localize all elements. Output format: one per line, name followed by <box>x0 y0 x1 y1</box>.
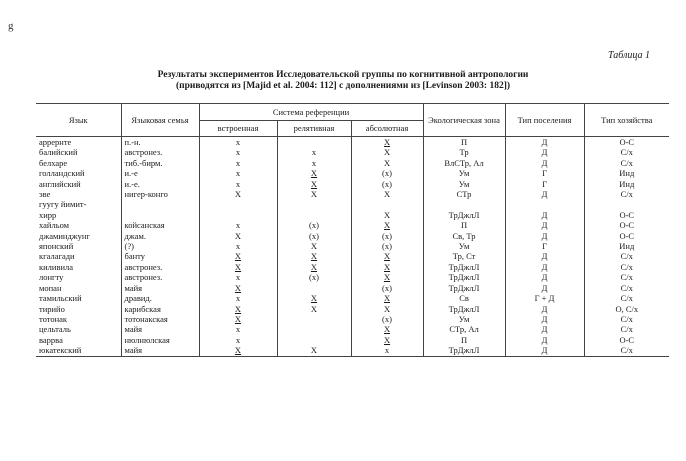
cell-eco-zone: Тр, Ст <box>423 251 505 261</box>
cell-family: и.-е <box>121 168 199 178</box>
cell-relative: X <box>277 241 351 251</box>
cell-absolute: X <box>351 293 423 303</box>
cell-intrinsic: x <box>199 137 277 148</box>
cell-absolute: (x) <box>351 168 423 178</box>
cell-absolute: X <box>351 220 423 230</box>
cell-family <box>121 199 199 209</box>
cell-economy: С/х <box>620 261 633 272</box>
table-title-line-2: (приводятся из [Majid et al. 2004: 112] с дополнениями из [Levinson 2003: 182]) <box>175 81 511 91</box>
cell-absolute: X <box>351 251 423 261</box>
cell-absolute: X <box>351 272 423 282</box>
cell-settlement: Д <box>505 137 584 148</box>
cell-intrinsic: x <box>199 168 277 178</box>
cell-absolute: (x) <box>351 283 423 293</box>
cell-eco-zone: ТрДжлЛ <box>423 304 505 314</box>
cell-absolute: X <box>351 262 423 272</box>
cell-settlement: Д <box>505 231 584 241</box>
cell-intrinsic: x <box>199 293 277 303</box>
cell-family: майя <box>121 345 199 356</box>
cell-settlement: Д <box>505 324 584 334</box>
cell-family: дравид. <box>121 293 199 303</box>
cell-absolute: (x) <box>351 241 423 251</box>
cell-economy: Инд <box>619 178 635 189</box>
cell-relative: (x) <box>277 272 351 282</box>
cell-language: мопан <box>36 283 121 293</box>
cell-intrinsic: x <box>199 272 277 282</box>
cell-family: тотонакская <box>121 314 199 324</box>
cell-language: белхаре <box>36 158 121 168</box>
table-title <box>0 70 686 92</box>
cell-eco-zone: ТрДжлЛ <box>423 272 505 282</box>
cell-settlement: Д <box>505 283 584 293</box>
cell-family: тиб.-бирм. <box>121 158 199 168</box>
cell-family: койсанская <box>121 220 199 230</box>
table-row <box>36 293 669 303</box>
cell-intrinsic: x <box>199 220 277 230</box>
cell-eco-zone: ВлСТр, Ал <box>423 158 505 168</box>
cell-settlement: Г <box>505 179 584 189</box>
cell-eco-zone: ТрДжлЛ <box>423 345 505 356</box>
cell-language: хирр <box>36 210 121 220</box>
cell-settlement: Д <box>505 251 584 261</box>
cell-relative: X <box>277 179 351 189</box>
cell-economy: О-С <box>619 334 635 345</box>
cell-intrinsic: X <box>199 262 277 272</box>
cell-intrinsic: X <box>199 314 277 324</box>
cell-absolute: X <box>351 304 423 314</box>
cell-settlement: Д <box>505 220 584 230</box>
cell-absolute: X <box>351 210 423 220</box>
cell-language: варрва <box>36 335 121 345</box>
cell-relative: x <box>277 158 351 168</box>
header-eco-zone: Экологическая зона <box>423 104 505 137</box>
cell-language: лонгту <box>36 272 121 282</box>
table-row <box>36 241 669 251</box>
cell-settlement: Д <box>505 210 584 220</box>
cell-relative <box>277 335 351 345</box>
cell-language: тирийо <box>36 304 121 314</box>
cell-economy: О-С <box>619 209 635 220</box>
header-intrinsic: встроенная <box>199 121 277 137</box>
cell-economy: С/х <box>620 282 633 293</box>
cell-settlement: Д <box>505 189 584 199</box>
cell-economy: О-С <box>619 137 635 147</box>
cell-settlement: Д <box>505 272 584 282</box>
cell-eco-zone: СТр, Ал <box>423 324 505 334</box>
cell-intrinsic: X <box>199 231 277 241</box>
table-row <box>36 272 669 282</box>
table-row <box>36 345 669 356</box>
table-row <box>36 210 669 220</box>
cell-intrinsic: X <box>199 251 277 261</box>
cell-absolute: (x) <box>351 314 423 324</box>
cell-economy: С/х <box>620 272 633 283</box>
cell-settlement: Д <box>505 314 584 324</box>
cell-language: кгалагади <box>36 251 121 261</box>
table-row <box>36 179 669 189</box>
cell-eco-zone: Ум <box>423 168 505 178</box>
cell-intrinsic: X <box>199 345 277 356</box>
cell-relative: X <box>277 304 351 314</box>
cell-economy: Инд <box>619 241 635 252</box>
table-row <box>36 231 669 241</box>
cell-absolute: x <box>351 345 423 356</box>
cell-economy: С/х <box>620 313 633 324</box>
cell-relative: X <box>277 189 351 199</box>
cell-economy: О-С <box>619 230 635 241</box>
cell-language: эве <box>36 189 121 199</box>
cell-economy: О-С <box>619 220 635 231</box>
cell-relative: (x) <box>277 231 351 241</box>
cell-relative <box>277 137 351 148</box>
cell-economy: С/х <box>620 189 633 200</box>
cell-absolute: (x) <box>351 179 423 189</box>
cell-economy <box>584 199 669 209</box>
cell-eco-zone: ТрДжлЛ <box>423 262 505 272</box>
table-row <box>36 314 669 324</box>
cell-absolute: X <box>351 324 423 334</box>
cell-language: хайльом <box>36 220 121 230</box>
cell-absolute: X <box>351 335 423 345</box>
cell-absolute: X <box>351 137 423 148</box>
cell-settlement: Г <box>505 241 584 251</box>
results-table <box>36 103 669 357</box>
cell-relative <box>277 199 351 209</box>
table-row <box>36 262 669 272</box>
cell-intrinsic <box>199 210 277 220</box>
cell-family: майя <box>121 283 199 293</box>
cell-economy: С/х <box>620 157 633 168</box>
table-row <box>36 137 669 148</box>
cell-relative: X <box>277 262 351 272</box>
cell-eco-zone: ТрДжлЛ <box>423 283 505 293</box>
header-economy: Тип хозяйства <box>584 104 669 137</box>
cell-settlement: Д <box>505 335 584 345</box>
table-row <box>36 220 669 230</box>
cell-language: юкатекский <box>36 345 121 356</box>
table-row <box>36 199 669 209</box>
cell-family: австронез. <box>121 147 199 157</box>
cell-absolute: (x) <box>351 231 423 241</box>
cell-eco-zone: Св <box>423 293 505 303</box>
table-row <box>36 147 669 157</box>
cell-language: голландский <box>36 168 121 178</box>
cell-economy: С/х <box>620 293 633 304</box>
cell-family: майя <box>121 324 199 334</box>
cell-absolute: X <box>351 147 423 157</box>
cell-economy: С/х <box>620 147 633 158</box>
cell-family <box>121 210 199 220</box>
table-row <box>36 158 669 168</box>
cell-intrinsic <box>199 199 277 209</box>
cell-relative <box>277 210 351 220</box>
cell-settlement: Д <box>505 304 584 314</box>
cell-family: п.-н. <box>121 137 199 148</box>
header-family: Языковая семья <box>121 104 199 137</box>
cell-intrinsic: x <box>199 158 277 168</box>
cell-language: балийский <box>36 147 121 157</box>
table-label: Таблица 1 <box>608 50 650 61</box>
page-corner-mark: g <box>8 20 14 32</box>
cell-settlement: Д <box>505 147 584 157</box>
table-row <box>36 168 669 178</box>
table-header <box>36 104 669 137</box>
cell-settlement: Г + Д <box>505 293 584 303</box>
cell-absolute: X <box>351 189 423 199</box>
cell-eco-zone: СТр <box>423 189 505 199</box>
cell-relative: x <box>277 147 351 157</box>
cell-settlement: Д <box>505 345 584 356</box>
cell-relative: X <box>277 251 351 261</box>
cell-eco-zone: П <box>423 335 505 345</box>
table-row <box>36 251 669 261</box>
cell-relative: X <box>277 345 351 356</box>
cell-family: и.-е. <box>121 179 199 189</box>
cell-family: австронез. <box>121 262 199 272</box>
cell-intrinsic: X <box>199 283 277 293</box>
cell-eco-zone: П <box>423 137 505 148</box>
cell-family: нюлнюлская <box>121 335 199 345</box>
cell-economy: С/х <box>620 324 633 335</box>
cell-economy: О, С/х <box>615 303 639 314</box>
header-relative: релятивная <box>277 121 351 137</box>
table-body <box>36 137 669 357</box>
cell-intrinsic: x <box>199 324 277 334</box>
cell-relative: X <box>277 168 351 178</box>
header-reference-system: Система референции <box>199 104 423 121</box>
cell-language: тотонак <box>36 314 121 324</box>
cell-settlement: Г <box>505 168 584 178</box>
cell-language: тамильский <box>36 293 121 303</box>
cell-relative <box>277 283 351 293</box>
cell-language: киливила <box>36 262 121 272</box>
cell-eco-zone <box>423 199 505 209</box>
cell-economy: С/х <box>584 345 669 356</box>
cell-absolute <box>351 199 423 209</box>
cell-language: английский <box>36 179 121 189</box>
cell-family: джам. <box>121 231 199 241</box>
cell-eco-zone: Тр <box>423 147 505 157</box>
header-absolute: абсолютная <box>351 121 423 137</box>
cell-relative: (x) <box>277 220 351 230</box>
cell-language: арреpнте <box>36 137 121 148</box>
header-language: Язык <box>36 104 121 137</box>
cell-intrinsic: x <box>199 147 277 157</box>
table-row <box>36 283 669 293</box>
cell-intrinsic: X <box>199 304 277 314</box>
cell-settlement: Д <box>505 262 584 272</box>
cell-family: карибская <box>121 304 199 314</box>
cell-absolute: X <box>351 158 423 168</box>
cell-eco-zone: ТрДжлЛ <box>423 210 505 220</box>
cell-intrinsic: x <box>199 241 277 251</box>
cell-economy: С/х <box>620 251 633 262</box>
cell-language: джаминджунг <box>36 231 121 241</box>
cell-settlement <box>505 199 584 209</box>
cell-intrinsic: x <box>199 179 277 189</box>
table-title-line-1: Результаты экспериментов Исследовательской группы по когнитивной антропологии <box>157 70 529 80</box>
cell-economy: Инд <box>619 168 635 179</box>
cell-language: японский <box>36 241 121 251</box>
table-row <box>36 189 669 199</box>
cell-eco-zone: Ум <box>423 241 505 251</box>
cell-family: банту <box>121 251 199 261</box>
cell-intrinsic: x <box>199 335 277 345</box>
header-settlement: Тип поселения <box>505 104 584 137</box>
cell-settlement: Д <box>505 158 584 168</box>
cell-intrinsic: X <box>199 189 277 199</box>
table-row <box>36 335 669 345</box>
cell-eco-zone: Ум <box>423 314 505 324</box>
cell-relative <box>277 314 351 324</box>
cell-language: гуугу йимит- <box>36 199 121 209</box>
cell-family: нигер-конго <box>121 189 199 199</box>
cell-eco-zone: П <box>423 220 505 230</box>
cell-family: австронез. <box>121 272 199 282</box>
table-row <box>36 324 669 334</box>
cell-language: цельталь <box>36 324 121 334</box>
cell-eco-zone: Св, Тр <box>423 231 505 241</box>
cell-eco-zone: Ум <box>423 179 505 189</box>
cell-family: (?) <box>121 241 199 251</box>
cell-relative <box>277 324 351 334</box>
table-row <box>36 304 669 314</box>
cell-relative: X <box>277 293 351 303</box>
